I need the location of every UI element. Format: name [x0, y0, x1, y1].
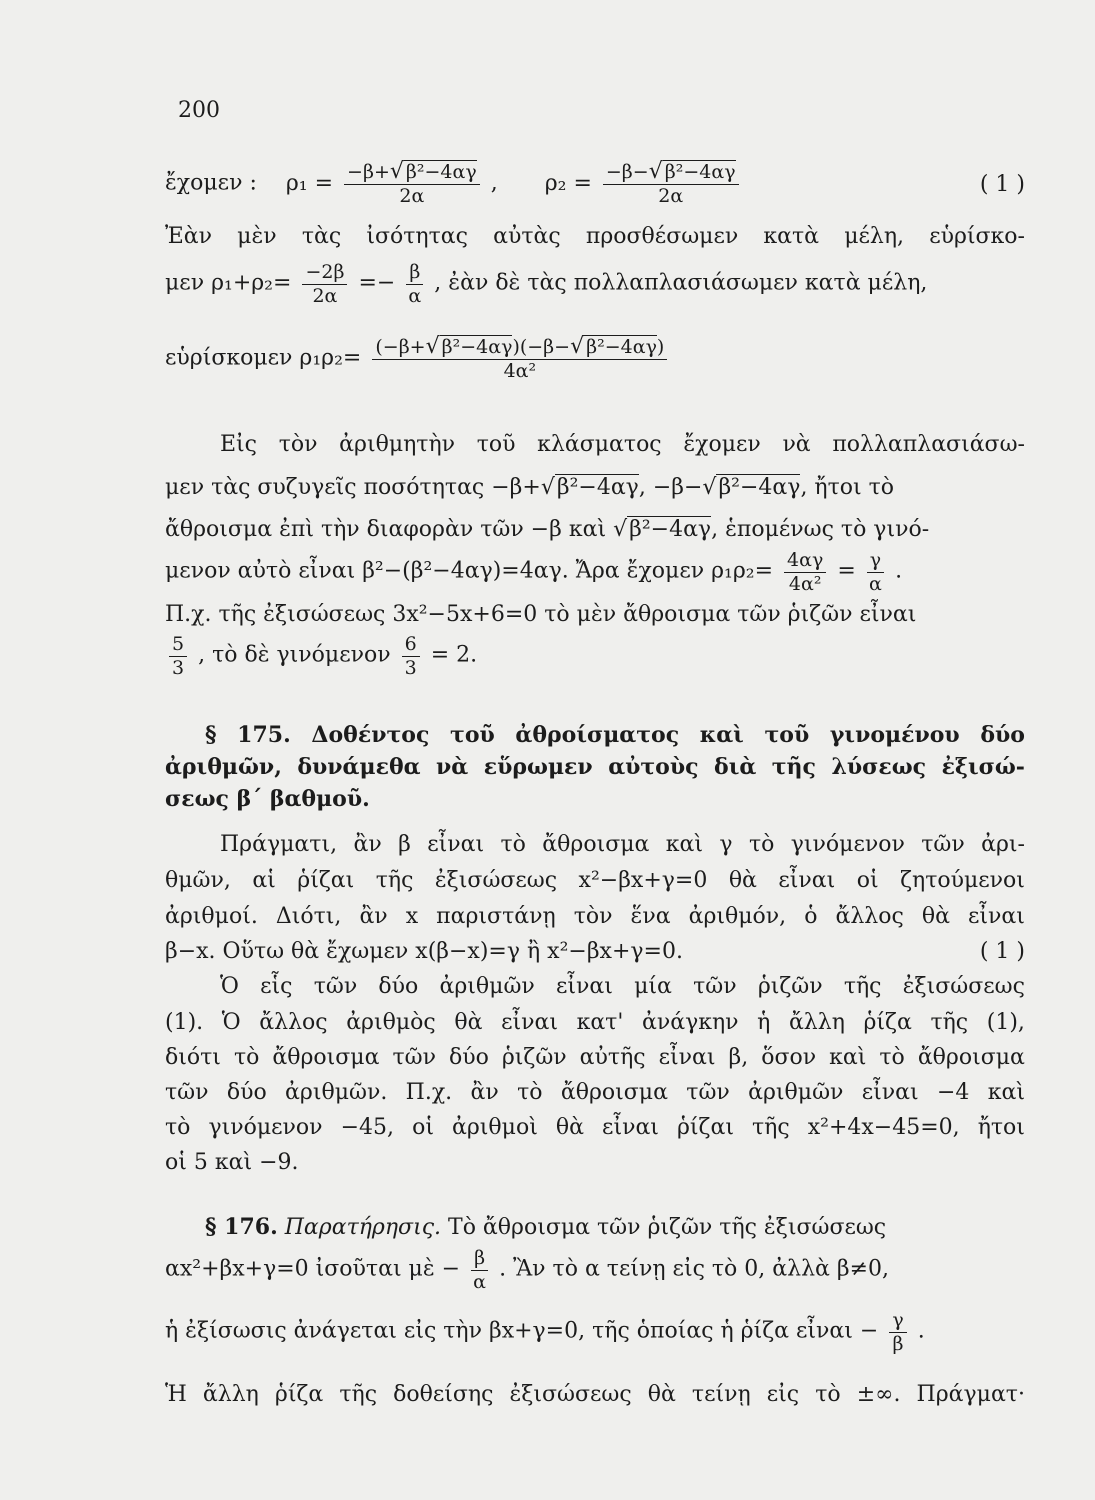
word: Διότι, [275, 904, 342, 929]
section-175-heading: σεως β΄ βαθμοῦ. [165, 786, 370, 812]
word: −45, [340, 1115, 395, 1140]
word: (1). [165, 1010, 204, 1035]
radical-icon: √ [540, 475, 555, 500]
word: Πράγματ· [916, 1382, 1025, 1407]
word: (1), [986, 1010, 1025, 1035]
root1-den: 2α [399, 185, 425, 207]
word: εἷς [260, 974, 293, 999]
word: θὰ [647, 1382, 676, 1407]
word: ἀθροίσματος [515, 722, 680, 748]
radical-icon: √ [570, 334, 585, 359]
equation-label: ( 1 ) [979, 939, 1025, 964]
word: δυνάμεθα [297, 754, 421, 780]
frac-num: β [406, 260, 423, 285]
word: πολλαπλασιάσω- [832, 432, 1025, 457]
word: τοῦ [764, 722, 810, 748]
word: καὶ [829, 1045, 867, 1070]
frac-num: β [471, 1246, 488, 1271]
word: ὅσον [761, 1045, 817, 1070]
eq-lead: ἔχομεν : [165, 170, 257, 196]
text-line [165, 515, 1025, 545]
word: ἀριθμὸς [346, 1010, 436, 1035]
word: τῶν [392, 1045, 436, 1070]
text-line [165, 830, 1025, 860]
fraction [889, 1308, 906, 1355]
word: ἄλλη [202, 1382, 259, 1407]
word: § [205, 722, 217, 748]
word: τῆς [375, 868, 414, 893]
word: β [398, 832, 411, 857]
word: ἤτοι [977, 1115, 1025, 1140]
fraction [471, 1246, 488, 1293]
word: τείνῃ [691, 1382, 751, 1407]
rho2-label: ρ₂ = [544, 170, 592, 196]
radical-icon: √ [425, 334, 440, 359]
word: μία [634, 974, 672, 999]
word: διότι [165, 1045, 221, 1070]
root2-fraction [603, 160, 739, 207]
word: γινόμενον [790, 832, 905, 857]
word: γινομένου [829, 722, 960, 748]
word: Ἡ [165, 1382, 187, 1407]
word: εἰς [766, 1382, 800, 1407]
text-line [165, 902, 1025, 932]
word: τὸ [233, 1045, 260, 1070]
fraction [867, 548, 884, 595]
text-span: , τὸ δὲ γινόμενον [198, 642, 391, 668]
word: ῥίζα [274, 1382, 324, 1407]
word: ἀριθμῶν [439, 974, 535, 999]
word: ἐξισώσεως [902, 974, 1025, 999]
word: ἂν [359, 904, 388, 929]
text-span: . [895, 558, 903, 584]
word: εὑρίσκο- [929, 224, 1025, 249]
word: ῥίζαι [297, 868, 355, 893]
word: x²+4x−45=0, [807, 1115, 960, 1140]
sum-fraction-2 [406, 260, 423, 307]
word: τὰς [301, 224, 342, 249]
radicand: β²−4αγ [629, 517, 712, 542]
word: ἄλλος [259, 1010, 328, 1035]
word: ἀριθμοὶ [452, 1115, 538, 1140]
word: ἄλλος [835, 904, 904, 929]
text-span: ἡ ἐξίσωσις ἀνάγεται εἰς τὴν βx+γ=0, τῆς ὁποίας ἡ ῥίζα εἶναι − [165, 1318, 879, 1344]
word: αἱ [252, 868, 276, 893]
word: ἄθροισμα [917, 1045, 1025, 1070]
word: ὁ [804, 904, 818, 929]
word: τῆς [339, 1382, 378, 1407]
word: κατὰ [763, 224, 820, 249]
frac-num: 6 [402, 632, 420, 657]
word: εἶναι [427, 832, 485, 857]
radical-icon: √ [613, 517, 628, 542]
word: ἐξισώσεως [434, 868, 558, 893]
word: τῶν [165, 1080, 209, 1105]
text-line [165, 1008, 1025, 1038]
root2-num-a: −β− [605, 161, 649, 183]
word: Ὁ [220, 974, 239, 999]
word: τὸ [879, 1045, 905, 1070]
word: θὰ [454, 1010, 483, 1035]
frac-den: β [892, 1333, 904, 1355]
radical-icon: √ [389, 159, 404, 184]
eq-comma: , [490, 170, 498, 196]
product-lead: εὑρίσκομεν ρ₁ρ₂= [165, 345, 362, 371]
word: ζητούμενοι [900, 868, 1025, 893]
frac-num: γ [867, 548, 884, 573]
word: Ὁ [221, 1010, 241, 1035]
word: τὸ [500, 832, 526, 857]
fraction [402, 632, 420, 679]
word: εἶναι [602, 1115, 659, 1140]
frac-den: α [869, 573, 882, 595]
text-line [165, 866, 1025, 896]
section-175-heading [165, 720, 1025, 750]
word: Ἐὰν [165, 224, 212, 249]
word: τοῦ [476, 432, 516, 457]
word: τὸ [748, 832, 775, 857]
root1-fraction [344, 160, 480, 207]
word: εἶναι [861, 1080, 919, 1105]
word: ῥιζῶν [501, 1045, 567, 1070]
text-span: αx²+βx+γ=0 ἰσοῦται μὲ − [165, 1256, 461, 1282]
word: τῶν [313, 974, 358, 999]
word: λύσεως [831, 754, 927, 780]
word: ἐξισώ- [941, 754, 1025, 780]
section-176-line [165, 1212, 1025, 1243]
sum-fraction-1 [302, 260, 347, 307]
section-number: § 176. [205, 1214, 278, 1240]
word: τῆς [843, 974, 882, 999]
word: μέλη, [844, 224, 905, 249]
frac-den: 3 [404, 657, 417, 679]
radicand: β²−4αγ [556, 475, 639, 500]
word: Πράγματι, [220, 832, 338, 857]
word: x²−βx+γ=0 [578, 868, 708, 893]
radicand: β²−4αγ [718, 475, 801, 500]
text-span: μεν τὰς συζυγεῖς ποσότητας −β+ [165, 475, 541, 500]
text-line [165, 1113, 1025, 1143]
frac-den: α [408, 285, 422, 307]
text-line [165, 222, 1025, 252]
text-span: , ἑπομένως τὸ γινό- [711, 517, 930, 542]
text-span: . Ἂν τὸ α τείνῃ εἰς τὸ 0, ἀλλὰ β≠0, [499, 1256, 890, 1282]
radical-icon: √ [648, 159, 663, 184]
word: τὸ [815, 1382, 841, 1407]
word: εὕρωμεν [483, 754, 593, 780]
word: ἄθροισμα [542, 832, 650, 857]
equation-label: ( 1 ) [979, 172, 1025, 197]
text-line: οἱ 5 καὶ −9. [165, 1150, 299, 1175]
word: θὰ [728, 868, 757, 893]
text-span: Τὸ ἄθροισμα τῶν ῥιζῶν τῆς ἐξισώσεως [448, 1215, 887, 1240]
word: ἡ [757, 1010, 771, 1035]
text-line [165, 1246, 1025, 1296]
word: ἀρι- [981, 832, 1025, 857]
word: εἶναι [778, 868, 836, 893]
fraction [784, 548, 826, 595]
word: γ [719, 832, 733, 857]
word: εἶναι [501, 1010, 558, 1035]
word: ἀριθμῶν, [165, 754, 282, 780]
root1-num-a: −β+ [347, 161, 390, 183]
word: ἀριθμῶν [748, 1080, 844, 1105]
prod-num-e: ) [656, 336, 665, 358]
word: εἶναι [556, 974, 613, 999]
frac-den: 4α² [788, 573, 822, 595]
text-span: , −β− [638, 475, 703, 500]
product-of-roots-line [165, 335, 1025, 385]
section-title: Παρατήρησις. [284, 1215, 442, 1240]
frac-den: 3 [172, 657, 185, 679]
word: καὶ [987, 1080, 1025, 1105]
word: κατ' [576, 1010, 624, 1035]
text-line [165, 1078, 1025, 1108]
word: προσθέσωμεν [585, 224, 739, 249]
prod-radicand-2: β²−4αγ [586, 336, 657, 358]
word: διὰ [714, 754, 757, 780]
word: −4 [936, 1080, 970, 1105]
word: τὸν [573, 904, 613, 929]
word: δοθείσης [393, 1382, 494, 1407]
word: ἔχομεν [683, 432, 761, 457]
word: τὸ [517, 1080, 543, 1105]
word: τοῦ [450, 722, 495, 748]
frac-num: −2β [302, 260, 347, 285]
page-number: 200 [178, 98, 220, 123]
radical-icon: √ [702, 475, 717, 500]
prod-den: 4α² [503, 360, 537, 382]
word: αὐτὰς [493, 224, 561, 249]
word: ἄθροισμα [272, 1045, 380, 1070]
word: ἀριθμόν, [688, 904, 787, 929]
equation-roots [165, 160, 1025, 210]
word: θμῶν, [165, 868, 231, 893]
word: παριστάνῃ [436, 904, 556, 929]
word: αὐτῆς [579, 1045, 646, 1070]
frac-den: α [473, 1271, 486, 1293]
fraction [169, 632, 187, 679]
text-span: β−x. Οὕτω θὰ ἔχωμεν x(β−x)=γ ἢ x²−βx+γ=0. [165, 939, 683, 964]
word: ῥίζα [863, 1010, 912, 1035]
word: εἶναι [967, 904, 1025, 929]
word: τῆς [752, 1115, 790, 1140]
word: ἂν [353, 832, 382, 857]
word: ±∞. [856, 1382, 901, 1407]
text-span: ἄθροισμα ἐπὶ τὴν διαφορὰν τῶν −β καὶ [165, 517, 614, 542]
frac-num: γ [889, 1308, 906, 1333]
frac-den: 2α [312, 285, 338, 307]
text-line [165, 937, 1025, 967]
word: τὸν [278, 432, 318, 457]
text-line [165, 473, 1025, 503]
section-175-heading [165, 752, 1025, 782]
text-span: = 2. [430, 642, 478, 668]
word: καὶ [665, 832, 703, 857]
sum-of-roots-line [165, 260, 1025, 310]
text-span: , ἤτοι τὸ [800, 475, 895, 500]
word: δύο [980, 722, 1025, 748]
word: ἀνάγκην [642, 1010, 739, 1035]
text-line [165, 972, 1025, 1002]
prod-num-c: )(−β− [512, 336, 571, 358]
word: Δοθέντος [311, 722, 430, 748]
text-line [165, 1380, 1025, 1410]
word: θὰ [555, 1115, 584, 1140]
word: καὶ [699, 722, 744, 748]
word: τῶν [686, 1080, 730, 1105]
text-line [165, 1043, 1025, 1073]
text-span: . [917, 1318, 925, 1344]
word: ἐξισώσεως [509, 1382, 632, 1407]
word: Π.χ. [405, 1080, 453, 1105]
word: θὰ [921, 904, 950, 929]
root1-radicand: β²−4αγ [405, 161, 477, 183]
word: νὰ [782, 432, 811, 457]
word: ἀριθμῶν. [285, 1080, 388, 1105]
word: τῶν [693, 974, 737, 999]
word: οἱ [412, 1115, 434, 1140]
word: κλάσματος [537, 432, 662, 457]
sum-tail: , ἐὰν δὲ τὰς πολλαπλασιάσωμεν κατὰ μέλη, [434, 270, 928, 296]
text-line: Π.χ. τῆς ἐξισώσεως 3x²−5x+6=0 τὸ μὲν ἄθροισμα τῶν ῥιζῶν εἶναι [165, 602, 917, 627]
text-line [165, 1308, 1025, 1358]
word: ῥιζῶν [757, 974, 823, 999]
rho1-label: ρ₁ = [285, 170, 334, 196]
prod-num-a: (−β+ [375, 336, 426, 358]
frac-num: 4αγ [784, 548, 826, 573]
sum-eq: =− [358, 270, 396, 296]
word: ῥίζαι [676, 1115, 734, 1140]
frac-num: 5 [169, 632, 187, 657]
word: τὸ [165, 1115, 191, 1140]
text-line [165, 548, 1025, 598]
prod-radicand-1: β²−4αγ [441, 336, 513, 358]
word: 175. [237, 722, 291, 748]
root2-radicand: β²−4αγ [664, 161, 736, 183]
text-span: μενον αὐτὸ εἶναι β²−(β²−4αγ)=4αγ. Ἄρα ἔχομεν ρ₁ρ₂= [165, 558, 774, 584]
word: β, [728, 1045, 749, 1070]
word: τῶν [921, 832, 965, 857]
word: x [405, 904, 419, 929]
word: εἶναι [658, 1045, 716, 1070]
word: τῆς [771, 754, 816, 780]
word: τῆς [930, 1010, 969, 1035]
word: Εἰς [220, 432, 258, 457]
word: ἀριθμητὴν [339, 432, 456, 457]
text-span: = [837, 558, 856, 584]
word: ἕνα [630, 904, 671, 929]
word: μὲν [237, 224, 277, 249]
word: νὰ [436, 754, 469, 780]
word: οἱ [856, 868, 879, 893]
word: δύο [226, 1080, 267, 1105]
sum-lead: μεν ρ₁+ρ₂= [165, 270, 292, 296]
word: ἰσότητας [366, 224, 468, 249]
word: ἀριθμοί. [165, 904, 258, 929]
word: γινόμενον [208, 1115, 323, 1140]
product-fraction [372, 335, 667, 382]
word: δύο [448, 1045, 489, 1070]
word: δύο [378, 974, 419, 999]
word: ἄθροισμα [560, 1080, 668, 1105]
text-line [165, 632, 1025, 682]
word: ἂν [470, 1080, 499, 1105]
text-line [165, 430, 1025, 460]
root2-den: 2α [658, 185, 684, 207]
word: ἄλλη [788, 1010, 845, 1035]
word: αὐτοὺς [608, 754, 699, 780]
